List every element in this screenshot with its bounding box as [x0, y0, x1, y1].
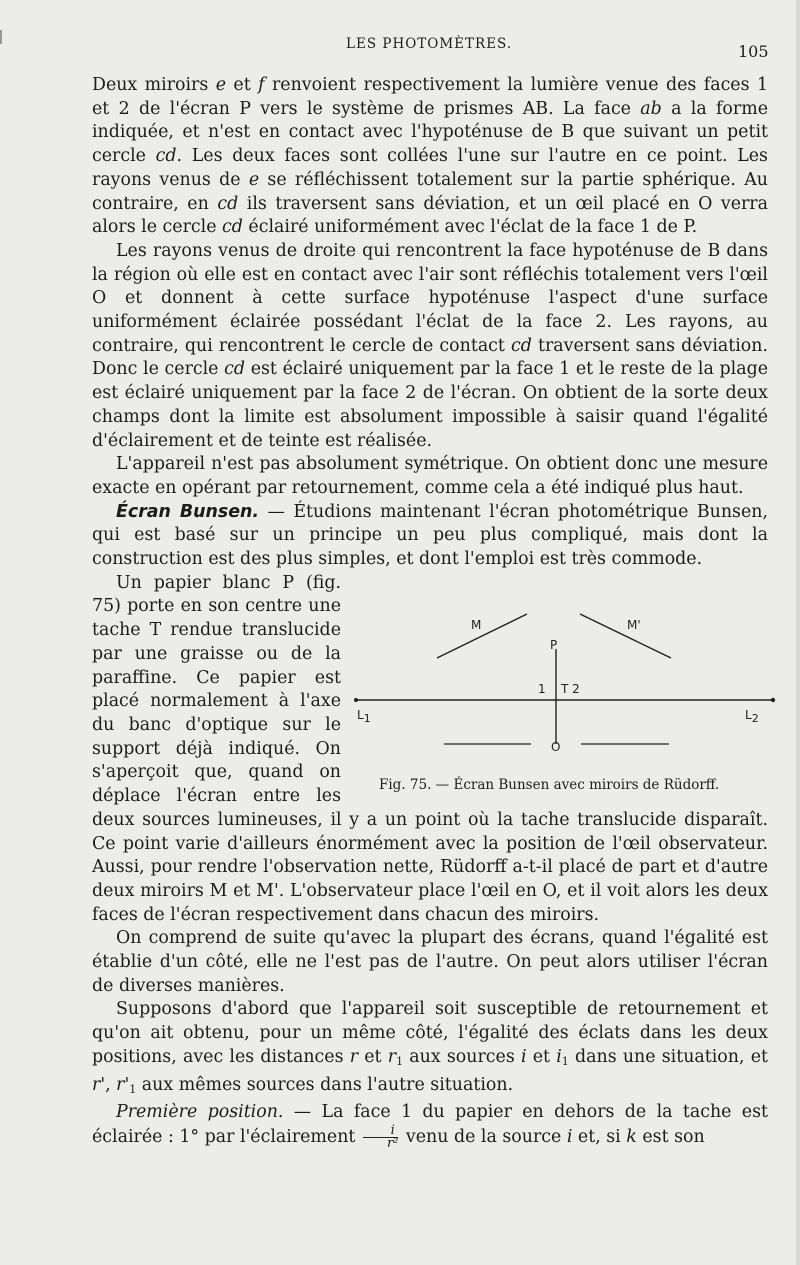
section-title-premiere-position: Première position.: [116, 1102, 284, 1123]
paragraph-2: Les rayons venus de droite qui rencontrent la face hypoténuse de B dans la région où elle est en contact avec l'air sont réfléchis totalement vers l'œil O et donnent à cette surface hypoténuse l'aspect d'une surface uniformément éclairée possédant l'éclat de la face 2. Les rayons, au contraire, qui rencontrent le cercle de contact cd traversent sans déviation. Donc le cercle cd est éclairé uniquement par la face 1 et le reste de la plage est éclairé uniquement par la face 2 de l'écran. On obtient de la sorte deux champs dont la limite est absolument impossible à saisir quand l'égalité d'éclairement et de teinte est réalisée.: [92, 240, 769, 451]
paragraph-7: Supposons d'abord que l'appareil soit susceptible de retournement et qu'on ait obtenu, pour un même côté, l'égalité des éclats dans les deux positions, avec les distances r et $r_1$ aux sources i et $i_1$ dans une situation, et r', $r'_1$ aux mêmes sources dans l'autre situation.: [92, 999, 768, 1096]
fraction-i-over-r2: $\frac{i}{\text{r²}}$: [363, 1125, 398, 1150]
paragraph-3: L'appareil n'est pas absolument symétrique. On obtient donc une mesure exacte en opérant par retournement, comme cela a été indiqué plus haut.: [92, 454, 768, 498]
source-l2-point: [771, 698, 775, 702]
scan-right-edge: [796, 0, 800, 1265]
source-l1-point: [354, 698, 358, 702]
label-p: P: [550, 637, 558, 652]
running-title: LES PHOTOMÈTRES.: [346, 36, 513, 52]
body-text: [92, 74, 768, 1150]
label-o: O: [551, 739, 561, 754]
page-header: [0, 34, 800, 64]
mirror-m: [437, 614, 527, 658]
label-face-1: 1: [538, 681, 546, 696]
label-l1: L1: [357, 707, 371, 725]
paragraph-ecran-bunsen: Écran Bunsen. — Étudions maintenant l'écran photométrique Bunsen, qui est basé sur un principe un peu plus compliqué, mais dont la construction est des plus simples, et dont l'emploi est très commode.: [92, 501, 768, 570]
figure-75: [351, 582, 776, 808]
label-m: M: [471, 617, 482, 632]
figure-caption: Fig. 75. — Écran Bunsen avec miroirs de Rüdorff.: [379, 776, 720, 793]
figure-diagram: [351, 582, 776, 772]
scan-edge-mark: [0, 30, 2, 44]
label-l2: L2: [745, 707, 759, 725]
paragraph-papier-blanc: Un papier blanc P (fig. 75) porte en son centre une tache T rendue translucide par une graisse ou de la paraffine. Ce papier est placé normalement à l'axe du banc d'optique sur le support déjà indiqué. On s'aperçoit que, quand on déplace l'écran entre les deux sources lumineuses, il y a un point où la tache translucide disparaît. Ce point varie d'ailleurs énormément avec la position de l'œil observateur. Aussi, pour rendre l'observation nette, Rüdorff a-t-il placé de part et d'autre deux miroirs M et M'. L'observateur place l'œil en O, et il voit alors les deux faces de l'écran respectivement dans chacun des miroirs.: [92, 572, 768, 925]
label-t2: T 2: [561, 681, 580, 696]
paragraph-6: On comprend de suite qu'avec la plupart des écrans, quand l'égalité est établie d'un côté, elle ne l'est pas de l'autre. On peut alors utiliser l'écran de diverses manières.: [92, 928, 768, 996]
section-title-ecran-bunsen: Écran Bunsen.: [116, 501, 260, 522]
label-m-prime: M': [627, 617, 641, 632]
mirror-m-prime: [580, 614, 671, 658]
paragraph-premiere-position: Première position. — La face 1 du papier en dehors de la tache est éclairée : 1° par l'éclairement $\frac{i}{\text{r²}}$ venu de la source i et, si k est son: [92, 1102, 768, 1151]
page-number: 105: [738, 42, 769, 61]
paragraph-1: Deux miroirs e et f renvoient respectivement la lumière venue des faces 1 et 2 de l'écran P vers le système de prismes AB. La face ab a la forme indiquée, et n'est en contact avec l'hypoténuse de B que suivant un petit cercle cd. Les deux faces sont collées l'une sur l'autre en ce point. Les rayons venus de e se réfléchissent totalement sur la partie sphérique. Au contraire, en cd ils traversent sans déviation, et un œil placé en O verra alors le cercle cd éclairé uniformément avec l'éclat de la face 1 de P.: [92, 75, 769, 238]
